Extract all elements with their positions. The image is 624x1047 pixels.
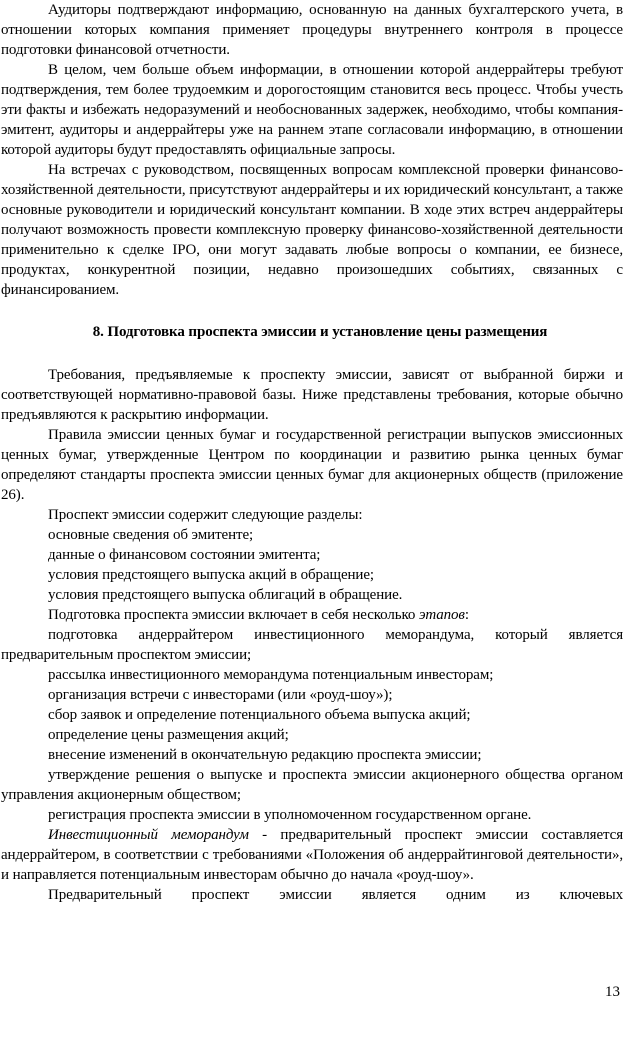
paragraph-investment-memorandum <box>1 825 623 885</box>
list-item: внесение изменений в окончательную редакцию проспекта эмиссии; <box>48 747 482 763</box>
list-item: подготовка андеррайтером инвестиционного меморандума, который является предварительным проспектом эмиссии; <box>1 627 623 663</box>
page-number: 13 <box>605 984 620 1000</box>
stages-intro-italic: этапов <box>419 607 465 623</box>
document-body <box>1 0 623 905</box>
paragraph-stages-intro <box>1 605 623 625</box>
list-item: утверждение решения о выпуске и проспекта эмиссии акционерного общества органом управления акционерным обществом; <box>1 767 623 803</box>
list-item: организация встречи с инвесторами (или «роуд-шоу»); <box>48 687 393 703</box>
paragraph-auditors: Аудиторы подтверждают информацию, основанную на данных бухгалтерского учета, в отношении которых компания применяет процедуры внутреннего контроля в процессе подготовки финансовой отчетности. <box>1 2 623 58</box>
list-item: рассылка инвестиционного меморандума потенциальным инвесторам; <box>48 667 494 683</box>
list-item: определение цены размещения акций; <box>48 727 289 743</box>
list-item: регистрация проспекта эмиссии в уполномоченном государственном органе. <box>48 807 532 823</box>
section-heading: 8. Подготовка проспекта эмиссии и установление цены размещения <box>92 324 548 340</box>
memorandum-definition: - предварительный проспект эмиссии составляется андеррайтером, в соответствии с требованиями «Положения об андеррайтинговой деятельности», и направляется потенциальным инвесторам обычно до начала «роуд-шоу». <box>1 827 623 883</box>
paragraph-preliminary-prospectus: Предварительный проспект эмиссии является одним из ключевых <box>48 887 623 903</box>
list-item: условия предстоящего выпуска облигаций в обращение. <box>48 587 403 603</box>
stages-intro-text: Подготовка проспекта эмиссии включает в себя несколько <box>48 607 419 623</box>
paragraph-prospectus-requirements: Требования, предъявляемые к проспекту эмиссии, зависят от выбранной биржи и соответствующей нормативно-правовой базы. Ниже представлены требования, которые обычно предъявляются к раскрытию информации. <box>1 367 623 423</box>
list-item: условия предстоящего выпуска акций в обращение; <box>48 567 374 583</box>
paragraph-management-meetings: На встречах с руководством, посвященных вопросам комплексной проверки финансово-хозяйственной деятельности, присутствуют андеррайтеры и их юридический консультант, а также основные руководители и юридический консультант компании. В ходе этих встреч андеррайтеры получают возможность провести комплексную проверку финансово-хозяйственной деятельности применительно к сделке IPO, они могут задавать любые вопросы о компании, ее бизнесе, продуктах, конкурентной позиции, недавно произошедших событиях, связанных с финансированием. <box>1 162 623 298</box>
memorandum-term: Инвестиционный меморандум <box>48 827 249 843</box>
paragraph-confirmation-volume: В целом, чем больше объем информации, в отношении которой андеррайтеры требуют подтверждения, тем более трудоемким и дорогостоящим становится весь процесс. Чтобы учесть эти факты и избежать недоразумений и необоснованных задержек, необходимо, чтобы компания-эмитент, аудиторы и андеррайтеры уже на раннем этапе согласовали информацию, в отношении которой аудиторы будут предоставлять официальные запросы. <box>1 62 623 158</box>
list-item: данные о финансовом состоянии эмитента; <box>48 547 321 563</box>
paragraph-prospectus-sections-intro: Проспект эмиссии содержит следующие разделы: <box>48 507 363 523</box>
stages-intro-colon: : <box>464 607 469 623</box>
list-item: основные сведения об эмитенте; <box>48 527 254 543</box>
list-item: сбор заявок и определение потенциального объема выпуска акций; <box>48 707 471 723</box>
paragraph-issuance-rules: Правила эмиссии ценных бумаг и государственной регистрации выпусков эмиссионных ценных бумаг, утвержденные Центром по координации и развитию рынка ценных бумаг определяют стандарты проспекта эмиссии ценных бумаг для акционерных обществ (приложение 26). <box>1 427 623 503</box>
